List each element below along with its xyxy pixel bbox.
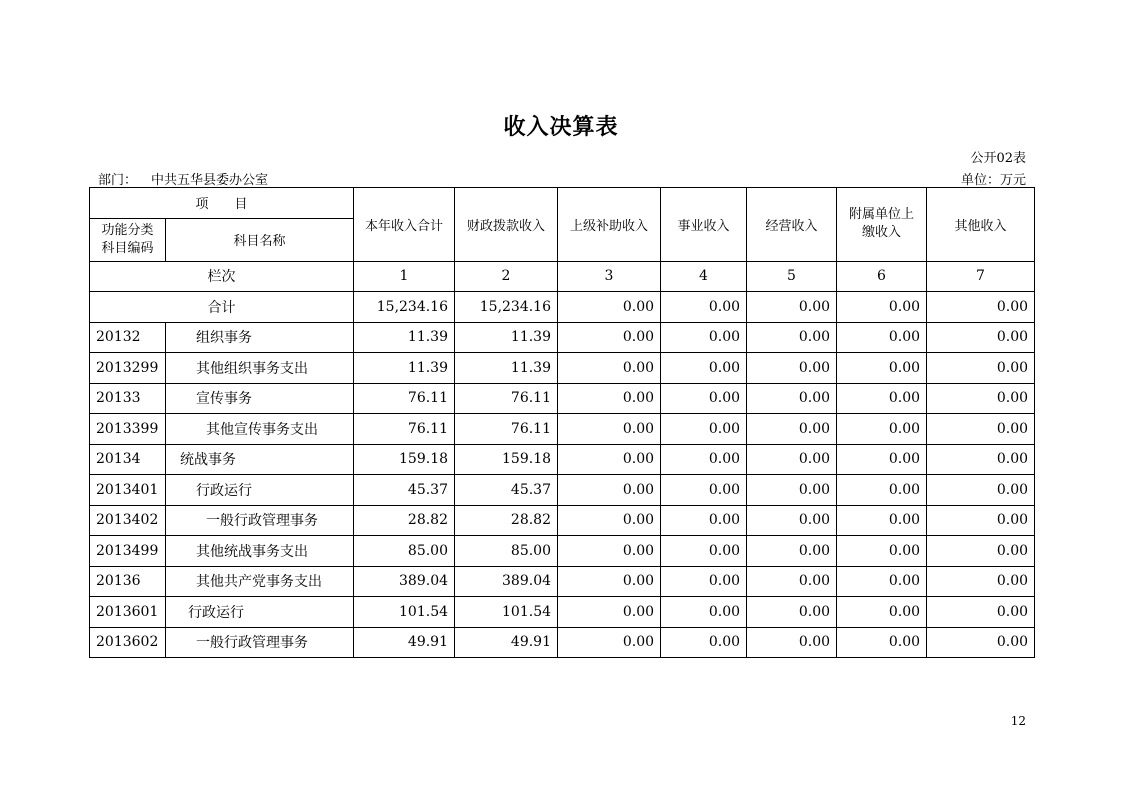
row-value: 0.00 [558,627,661,658]
header-name: 科目名称 [166,218,354,261]
row-value: 0.00 [837,627,927,658]
row-name: 其他组织事务支出 [166,353,354,384]
total-value: 15,234.16 [354,292,455,323]
row-value: 0.00 [661,353,747,384]
row-value: 389.04 [354,566,455,597]
row-code: 20136 [90,566,166,597]
row-value: 0.00 [927,536,1035,567]
row-value: 0.00 [558,444,661,475]
row-value: 28.82 [354,505,455,536]
row-value: 11.39 [354,322,455,353]
row-name: 宣传事务 [166,383,354,414]
header-code-line1: 功能分类 [101,222,154,238]
row-value: 45.37 [354,475,455,506]
row-value: 0.00 [837,597,927,628]
table-row [90,383,1035,414]
column-index-1: 1 [354,261,455,292]
row-value: 0.00 [837,566,927,597]
row-name: 其他统战事务支出 [166,536,354,567]
row-value: 0.00 [661,536,747,567]
header-business: 事业收入 [661,188,747,262]
row-value: 0.00 [661,322,747,353]
row-value: 85.00 [354,536,455,567]
row-value: 0.00 [837,353,927,384]
table-row [90,322,1035,353]
row-value: 0.00 [558,383,661,414]
row-value: 49.91 [455,627,558,658]
header-affiliated-line2: 缴收入 [862,225,902,241]
row-value: 76.11 [354,414,455,445]
row-value: 49.91 [354,627,455,658]
header-code-line2: 科目编码 [101,240,154,256]
row-value: 0.00 [747,475,837,506]
row-name: 一般行政管理事务 [166,627,354,658]
total-value: 15,234.16 [455,292,558,323]
row-code: 20132 [90,322,166,353]
row-value: 0.00 [558,353,661,384]
row-value: 0.00 [661,505,747,536]
table-row [90,444,1035,475]
column-index-label: 栏次 [90,261,354,292]
table-row [90,353,1035,384]
header-fiscal: 财政拨款收入 [455,188,558,262]
total-value: 0.00 [661,292,747,323]
row-value: 0.00 [927,505,1035,536]
row-code: 2013499 [90,536,166,567]
department-line [98,169,268,188]
total-value: 0.00 [558,292,661,323]
row-value: 0.00 [927,597,1035,628]
row-value: 0.00 [558,505,661,536]
row-value: 0.00 [661,414,747,445]
header-other: 其他收入 [927,188,1035,262]
column-index-row [90,261,1035,292]
total-value: 0.00 [837,292,927,323]
row-value: 101.54 [455,597,558,628]
row-value: 0.00 [558,475,661,506]
form-number: 公开02表 [970,151,1026,166]
row-value: 159.18 [354,444,455,475]
table-row [90,536,1035,567]
row-value: 0.00 [837,475,927,506]
page-title: 收入决算表 [503,114,619,140]
row-name: 统战事务 [166,444,354,475]
row-value: 0.00 [837,322,927,353]
column-index-6: 6 [837,261,927,292]
header-affiliated-line1: 附属单位上 [849,207,915,223]
row-name: 一般行政管理事务 [166,505,354,536]
row-value: 0.00 [747,414,837,445]
header-total: 本年收入合计 [354,188,455,262]
row-code: 2013601 [90,597,166,628]
row-code: 2013401 [90,475,166,506]
row-code: 2013299 [90,353,166,384]
row-name: 其他共产党事务支出 [166,566,354,597]
table-row [90,627,1035,658]
column-index-4: 4 [661,261,747,292]
row-value: 45.37 [455,475,558,506]
row-value: 0.00 [747,322,837,353]
table-row [90,414,1035,445]
row-value: 0.00 [927,383,1035,414]
table-row [90,505,1035,536]
row-value: 0.00 [661,475,747,506]
row-value: 0.00 [747,566,837,597]
income-statement-table [89,187,1035,658]
header-superior-subsidy: 上级补助收入 [558,188,661,262]
column-index-7: 7 [927,261,1035,292]
department-label: 部门： [98,173,138,188]
row-code: 2013602 [90,627,166,658]
header-affiliated [837,188,927,262]
row-value: 0.00 [837,505,927,536]
row-value: 11.39 [455,353,558,384]
row-value: 0.00 [747,536,837,567]
total-value: 0.00 [747,292,837,323]
row-value: 0.00 [837,414,927,445]
row-value: 0.00 [927,566,1035,597]
table-row [90,475,1035,506]
row-value: 0.00 [837,536,927,567]
row-value: 0.00 [837,444,927,475]
header-code [90,218,166,261]
column-index-3: 3 [558,261,661,292]
row-name: 行政运行 [166,475,354,506]
row-code: 2013399 [90,414,166,445]
row-value: 28.82 [455,505,558,536]
row-value: 0.00 [558,536,661,567]
row-value: 76.11 [455,414,558,445]
total-row [90,292,1035,323]
row-name: 行政运行 [166,597,354,628]
row-value: 0.00 [558,566,661,597]
row-value: 11.39 [354,353,455,384]
header-item: 项 目 [90,188,354,219]
unit-label: 单位：万元 [960,173,1026,188]
row-value: 0.00 [661,627,747,658]
row-value: 0.00 [558,322,661,353]
total-label: 合计 [90,292,354,323]
row-value: 101.54 [354,597,455,628]
department-name: 中共五华县委办公室 [151,173,269,188]
column-index-2: 2 [455,261,558,292]
row-name: 其他宣传事务支出 [166,414,354,445]
row-value: 76.11 [354,383,455,414]
row-code: 2013402 [90,505,166,536]
row-value: 389.04 [455,566,558,597]
row-value: 0.00 [927,414,1035,445]
row-value: 11.39 [455,322,558,353]
row-value: 85.00 [455,536,558,567]
table-row [90,597,1035,628]
row-value: 0.00 [661,444,747,475]
row-code: 20133 [90,383,166,414]
header-row-1 [90,188,1035,219]
table-row [90,566,1035,597]
row-value: 0.00 [747,444,837,475]
row-name: 组织事务 [166,322,354,353]
header-operating: 经营收入 [747,188,837,262]
row-value: 0.00 [747,627,837,658]
row-value: 0.00 [927,322,1035,353]
row-value: 0.00 [927,627,1035,658]
row-value: 76.11 [455,383,558,414]
row-value: 0.00 [747,597,837,628]
row-value: 0.00 [837,383,927,414]
row-value: 0.00 [747,505,837,536]
column-index-5: 5 [747,261,837,292]
row-value: 0.00 [661,566,747,597]
row-value: 0.00 [927,475,1035,506]
row-value: 0.00 [558,597,661,628]
row-value: 159.18 [455,444,558,475]
row-code: 20134 [90,444,166,475]
row-value: 0.00 [661,597,747,628]
row-value: 0.00 [927,353,1035,384]
total-value: 0.00 [927,292,1035,323]
row-value: 0.00 [747,383,837,414]
row-value: 0.00 [747,353,837,384]
row-value: 0.00 [927,444,1035,475]
row-value: 0.00 [661,383,747,414]
row-value: 0.00 [558,414,661,445]
page-number: 12 [1010,714,1026,728]
